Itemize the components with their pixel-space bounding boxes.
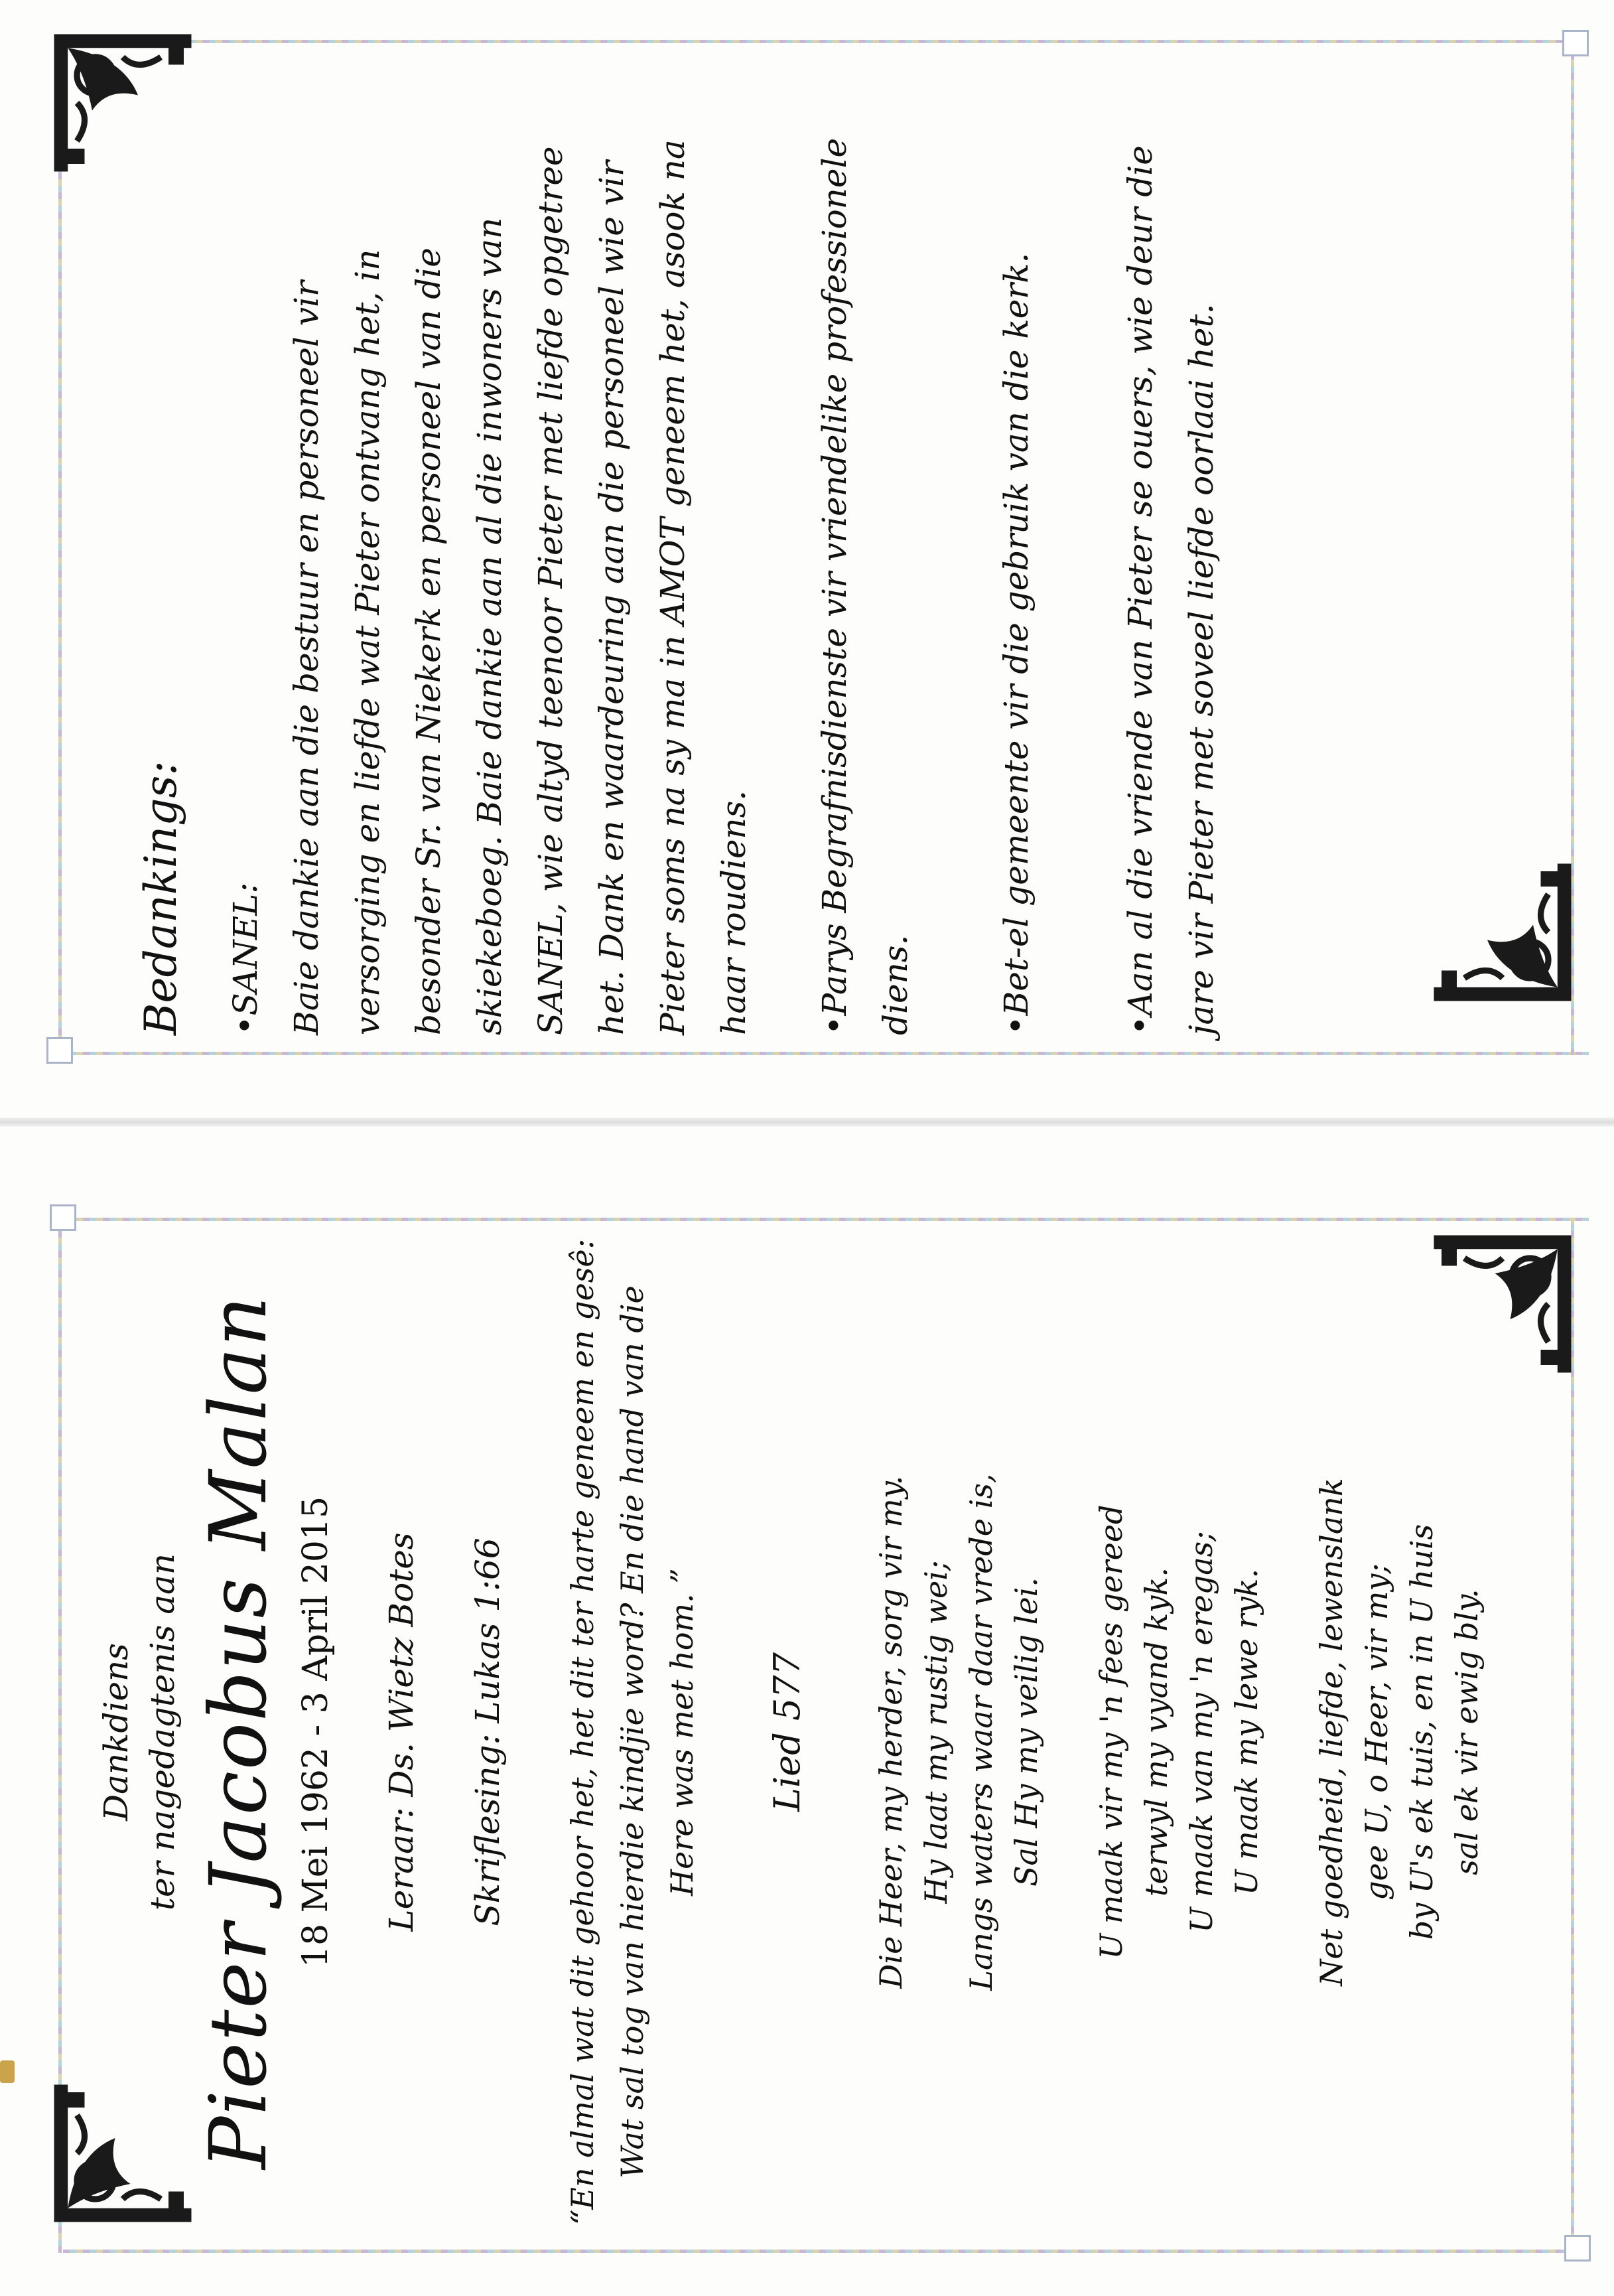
thanks-item-2: •Parys Begrafnisdienste vir vriendelike professionele diens. — [815, 137, 915, 1035]
scripture-quote: “En almal wat dit gehoor het, het dit ter harte geneem en gesê: Wat sal tog van hierdie kindjie word? En die hand van die Here was met hom. ” — [565, 1238, 700, 2226]
corner-box-icon — [50, 1204, 76, 1231]
thanks-item-3: •Bet-el gemeente vir die gebruik van die kerk. — [997, 252, 1036, 1035]
hymn-verse-3: Net goedheid, liefde, lewenslank gee U, o Heer, vir my; by U's ek tuis, en in U huis sal ek vir ewig bly. — [1313, 1478, 1485, 1986]
bullet-icon: • — [226, 1015, 265, 1035]
corner-box-icon — [1564, 2235, 1591, 2261]
deceased-name: Pieter Jacobus Malan — [192, 1295, 284, 2169]
bullet-icon: • — [997, 1015, 1036, 1035]
ornamental-corner-icon — [1426, 856, 1579, 1009]
thanks-item-1: •SANEL: Baie dankie aan die bestuur en personeel vir versorging en liefde wat Pieter ontvang het, in besonder Sr. van Niekerk en personeel van die skiekeboeg. Baie dankie aan al die inwoners van SANEL, wie altyd teenoor Pieter met liefde opgetree het. Dank en waardeuring aan die personeel wie vir Pieter soms na sy ma in AMOT geneem het, asook na haar roudiens. — [226, 139, 753, 1035]
heading-line-2: ter nagedagtenis aan — [143, 1553, 182, 1911]
bullet-icon: • — [1121, 1015, 1160, 1035]
bullet-icon: • — [815, 1015, 854, 1035]
card-fold — [0, 1117, 1614, 1127]
left-panel-text — [97, 1228, 1497, 2236]
corner-box-icon — [1562, 30, 1589, 56]
thanks-item-4: •Aan al die vriende van Pieter se ouers, wie deur die jare vir Pieter met soveel liefde oorlaai het. — [1121, 145, 1221, 1035]
right-panel-text — [126, 40, 1246, 1035]
minister: Leraar: Ds. Wietz Botes — [382, 1532, 421, 1932]
hymn-title: Lied 577 — [766, 1652, 808, 1812]
title: Bedankings: — [135, 760, 186, 1035]
scripture-reading: Skriflesing: Lukas 1:66 — [468, 1538, 507, 1926]
gold-clip — [0, 2060, 15, 2083]
life-dates: 18 Mei 1962 - 3 April 2015 — [296, 1496, 336, 1968]
hymn-verse-2: U maak vir my 'n fees gereed terwyl my vyand kyk. U maak van my 'n eregas; U maak my lewe ryk. — [1093, 1504, 1264, 1960]
hymn-verse-1: Die Heer, my herder, sorg vir my. Hy laat my rustig wei; Langs waters waar daar vrede is, Sal Hy my veilig lei. — [873, 1473, 1044, 1991]
heading-line-1: Dankdiens — [97, 1643, 135, 1821]
corner-box-icon — [46, 1037, 73, 1064]
